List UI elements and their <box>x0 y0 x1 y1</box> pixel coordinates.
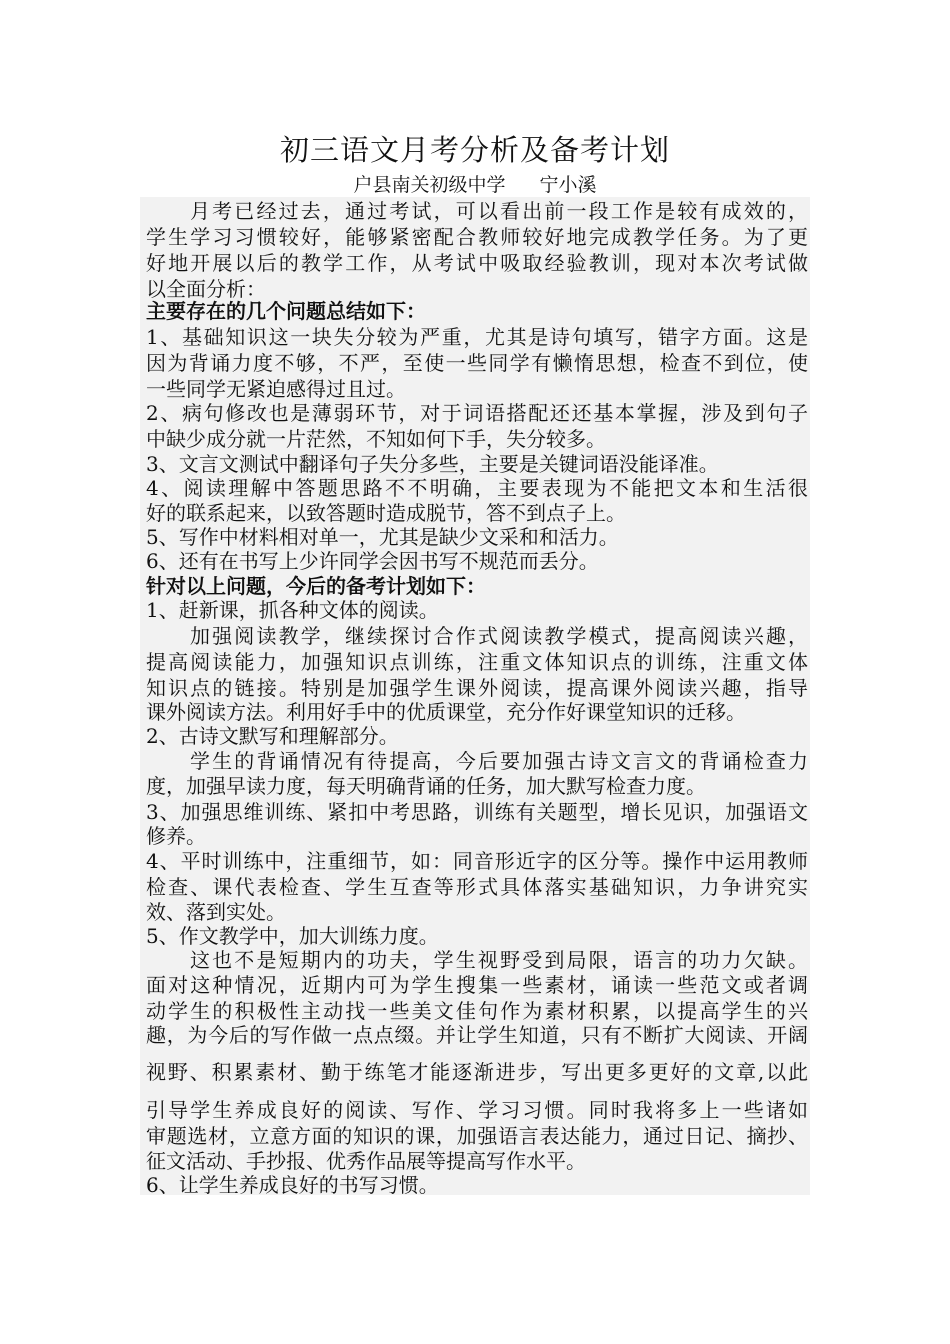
list-item: 效、落到实处。 <box>146 900 286 924</box>
paragraph-line: 度，加强早读力度，每天明确背诵的任务，加大默写检查力度。 <box>146 774 706 798</box>
list-item: 6、让学生养成良好的书写习惯。 <box>146 1173 439 1197</box>
list-item: 2、病句修改也是薄弱环节，对于词语搭配还还基本掌握，涉及到句子 <box>146 401 808 425</box>
section-heading-problems: 主要存在的几个问题总结如下： <box>146 299 426 323</box>
paragraph-line: 这也不是短期内的功夫，学生视野受到局限，语言的功力欠缺。 <box>190 948 808 972</box>
list-item: 3、文言文测试中翻译句子失分多些，主要是关键词语没能译准。 <box>146 452 719 476</box>
paragraph-line: 趣，为今后的写作做一点点缀。并让学生知道，只有不断扩大阅读、开阔 <box>146 1023 808 1047</box>
list-item: 一些同学无紧迫感得过且过。 <box>146 377 406 401</box>
paragraph-line: 学生学习习惯较好，能够紧密配合教师较好地完成教学任务。为了更 <box>146 225 808 249</box>
paragraph-line: 学生的背诵情况有待提高，今后要加强古诗文言文的背诵检查力 <box>190 749 808 773</box>
list-item: 5、作文教学中，加大训练力度。 <box>146 924 439 948</box>
list-item: 因为背诵力度不够，不严，至使一些同学有懒惰思想，检查不到位，使 <box>146 351 808 375</box>
paragraph-line: 好地开展以后的教学工作，从考试中吸取经验教训，现对本次考试做 <box>146 251 808 275</box>
paragraph-line: 面对这种情况，近期内可为学生搜集一些素材，诵读一些范文或者调 <box>146 973 808 997</box>
document-title: 初三语文月考分析及备考计划 <box>279 133 670 167</box>
paragraph-line: 加强阅读教学，继续探讨合作式阅读教学模式，提高阅读兴趣， <box>190 624 808 648</box>
list-item: 2、古诗文默写和理解部分。 <box>146 724 399 748</box>
paragraph-line: 审题选材，立意方面的知识的课，加强语言表达能力，通过日记、摘抄、 <box>146 1124 808 1148</box>
paragraph-line: 动学生的积极性主动找一些美文佳句作为素材积累，以提高学生的兴 <box>146 999 808 1023</box>
section-heading-plan: 针对以上问题，今后的备考计划如下： <box>146 574 486 598</box>
paragraph-line: 视野、积累素材、勤于练笔才能逐渐进步，写出更多更好的文章,以此 <box>146 1060 808 1084</box>
list-item: 1、赶新课，抓各种文体的阅读。 <box>146 598 439 622</box>
list-item: 1、基础知识这一块失分较为严重，尤其是诗句填写，错字方面。这是 <box>146 325 808 349</box>
list-item: 6、还有在书写上少许同学会因书写不规范而丢分。 <box>146 549 599 573</box>
list-item: 中缺少成分就一片茫然，不知如何下手，失分较多。 <box>146 427 606 451</box>
author-name: 宁小溪 <box>539 174 597 196</box>
paragraph-line: 提高阅读能力，加强知识点训练，注重文体知识点的训练，注重文体 <box>146 650 808 674</box>
paragraph-line: 引导学生养成良好的阅读、写作、学习习惯。同时我将多上一些诸如 <box>146 1098 808 1122</box>
list-item: 4、阅读理解中答题思路不不明确，主要表现为不能把文本和生活很 <box>146 476 808 500</box>
paragraph-line: 以全面分析： <box>146 277 266 301</box>
list-item: 好的联系起来，以致答题时造成脱节，答不到点子上。 <box>146 501 626 525</box>
list-item: 修养。 <box>146 824 206 848</box>
school-name: 户县南关初级中学 <box>353 174 506 196</box>
list-item: 5、写作中材料相对单一，尤其是缺少文采和和活力。 <box>146 525 619 549</box>
paragraph-line: 月考已经过去，通过考试，可以看出前一段工作是较有成效的， <box>190 199 808 223</box>
byline <box>140 173 810 197</box>
list-item: 检查、课代表检查、学生互查等形式具体落实基础知识，力争讲究实 <box>146 875 808 899</box>
list-item: 4、平时训练中，注重细节，如：同音形近字的区分等。操作中运用教师 <box>146 849 808 873</box>
paragraph-line: 征文活动、手抄报、优秀作品展等提高写作水平。 <box>146 1149 586 1173</box>
list-item: 3、加强思维训练、紧扣中考思路，训练有关题型，增长见识，加强语文 <box>146 800 808 824</box>
paragraph-line: 知识点的链接。特别是加强学生课外阅读，提高课外阅读兴趣，指导 <box>146 676 808 700</box>
paragraph-line: 课外阅读方法。利用好手中的优质课堂，充分作好课堂知识的迁移。 <box>146 700 746 724</box>
